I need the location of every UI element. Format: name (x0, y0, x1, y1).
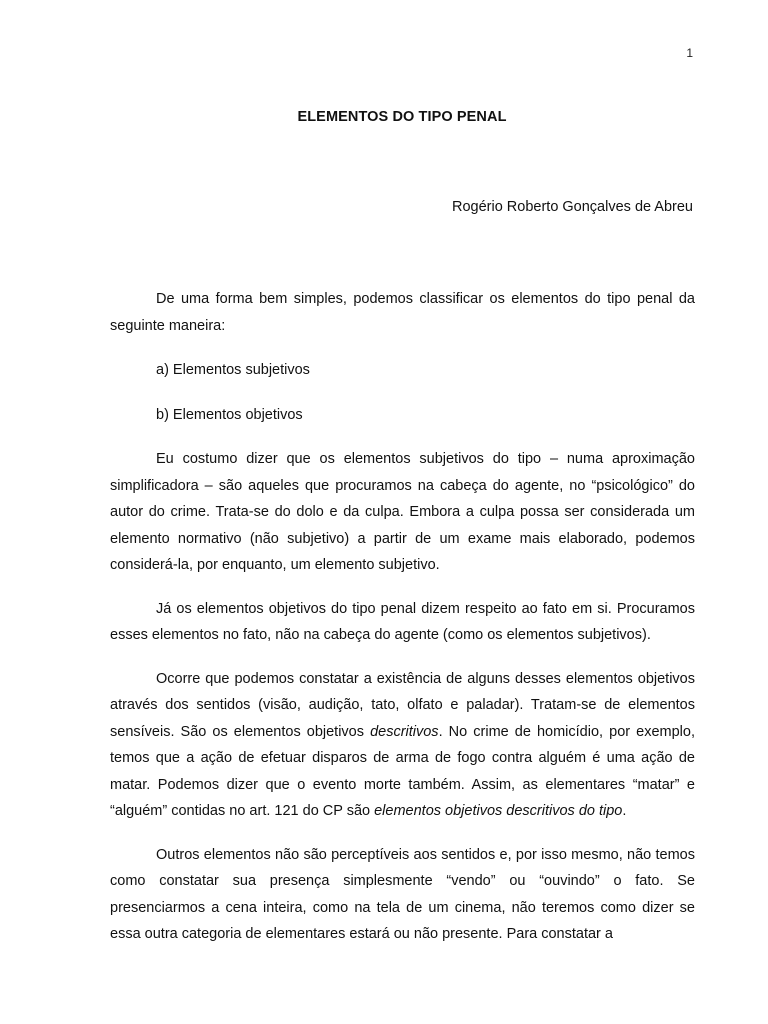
document-title: ELEMENTOS DO TIPO PENAL (297, 109, 507, 125)
paragraph-text: . (622, 803, 627, 819)
page-number: 1 (686, 46, 693, 60)
paragraph-non-perceptible-elements: Outros elementos não são perceptíveis aos sentidos e, por isso mesmo, não temos como constatar sua presença simplesmente “vendo” ou “ouvindo” o fato. Se presenciarmos a cena inteira, como na tela de um cinema, não teremos como dizer se essa outra categoria de elementares estará ou não presente. Para constatar a (110, 846, 695, 942)
paragraph-text: Ocorre que podemos constatar a existência de alguns desses elementos objetivos através dos sentidos (visão, audição, tato, olfato e paladar). Tratam-se de elementos sensíveis. São os elementos objetivos (110, 670, 695, 740)
emphasis-descriptivos: descritivos (370, 723, 439, 740)
list-item-subjective: a) Elementos subjetivos (156, 362, 310, 378)
list-item-objective: b) Elementos objetivos (156, 406, 303, 423)
emphasis-elementos-objetivos: elementos objetivos descritivos do tipo (374, 803, 623, 819)
paragraph-text: . No crime de homicídio, por exemplo, temos que a ação de efetuar disparos de arma de fogo contra alguém é uma ação de matar. Podemos dizer que o evento morte também. Assim, as elementares “matar” e “alguém” contidas no art. 121 do CP são (110, 723, 695, 819)
paragraph-intro: De uma forma bem simples, podemos classificar os elementos do tipo penal da seguinte maneira: (110, 291, 695, 334)
document-author: Rogério Roberto Gonçalves de Abreu (451, 199, 693, 215)
document-body (110, 286, 695, 965)
paragraph-descriptive-elements (110, 666, 695, 825)
paragraph-objective-elements: Já os elementos objetivos do tipo penal dizem respeito ao fato em si. Procuramos esses elementos no fato, não na cabeça do agente (como os elementos subjetivos). (110, 600, 695, 643)
paragraph-subjective-elements: Eu costumo dizer que os elementos subjetivos do tipo – numa aproximação simplificadora – são aqueles que procuramos na cabeça do agente, no “psicológico” do autor do crime. Trata-se do dolo e da culpa. Embora a culpa possa ser considerada um elemento normativo (não subjetivo) a partir de um exame mais elaborado, podemos considerá-la, por enquanto, um elemento subjetivo. (110, 451, 695, 573)
